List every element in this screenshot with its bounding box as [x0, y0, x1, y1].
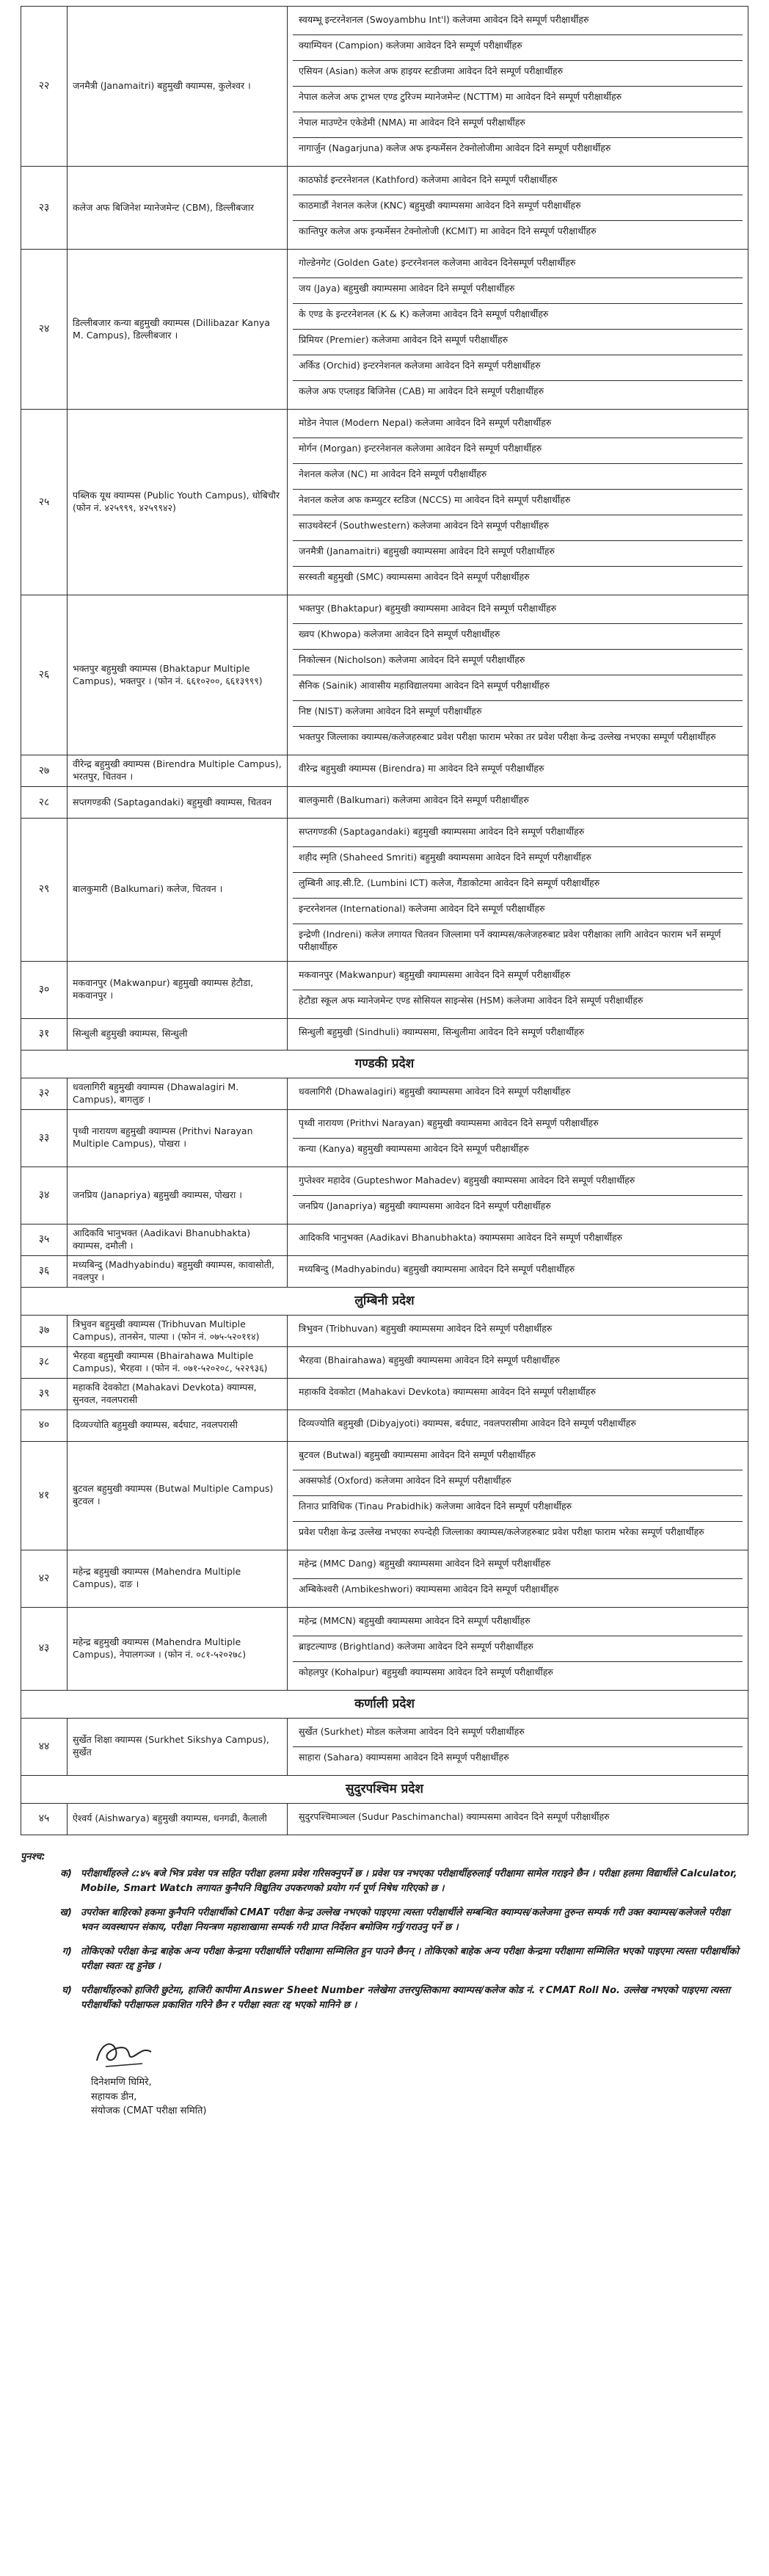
table-row — [21, 1550, 748, 1607]
serial-number: ३५ — [21, 1224, 68, 1255]
applicant-group: सुदुरपश्चिमाञ्चल (Sudur Paschimanchal) क्याम्पसमा आवेदन दिने सम्पूर्ण परीक्षार्थीहरु — [299, 1810, 610, 1822]
applicant-group: वीरेन्द्र बहुमुखी क्याम्पस (Birendra) मा आवेदन दिने सम्पूर्ण परीक्षार्थीहरु — [299, 763, 544, 774]
exam-center-campus: सुर्खेत शिक्षा क्याम्पस (Surkhet Sikshya Campus), सुर्खेत — [68, 1718, 288, 1775]
table-row — [21, 1718, 748, 1775]
exam-center-campus: पब्लिक यूथ क्याम्पस (Public Youth Campus), धोबिचौर (फोन नं. ४२५९९९, ४२५९९४२) — [68, 410, 288, 595]
postscript-label: पुनश्च: — [21, 1851, 45, 1862]
applicant-group: बालकुमारी (Balkumari) कलेजमा आवेदन दिने सम्पूर्ण परीक्षार्थीहरु — [299, 794, 529, 805]
applicant-group: आदिकवि भानुभक्त (Aadikavi Bhanubhakta) क्याम्पसमा आवेदन दिने सम्पूर्ण परीक्षार्थीहरु — [299, 1231, 623, 1243]
signature-block — [91, 2034, 748, 2119]
serial-number: ३३ — [21, 1109, 68, 1167]
serial-number: ४० — [21, 1409, 68, 1441]
note-text: परीक्षार्थीहरुले ८:४५ बजे भित्र प्रवेश पत्र सहित परीक्षा हलमा प्रवेश गरिसक्नुपर्ने छ । प्रवेश पत्र नभएका परीक्षार्थीहरुलाई परीक्षामा सामेल गराइने छैन । परीक्षा हलमा विद्यार्थीले Calculator, Mobile, Smart Watch लगायत कुनैपनि विद्युतिय उपकरणको प्रयोग गर्न पूर्ण निषेध गरिएको छ । — [81, 1868, 737, 1894]
applicant-group: बुटवल (Butwal) बहुमुखी क्याम्पसमा आवेदन दिने सम्पूर्ण परीक्षार्थीहरु — [293, 1445, 743, 1470]
serial-number: ३८ — [21, 1346, 68, 1378]
serial-number: ३४ — [21, 1167, 68, 1224]
applicant-list — [288, 1224, 748, 1255]
serial-number: ३१ — [21, 1018, 68, 1050]
applicant-group: सप्तगण्डकी (Saptagandaki) बहुमुखी क्याम्पसमा आवेदन दिने सम्पूर्ण परीक्षार्थीहरु — [293, 821, 743, 847]
applicant-group: निकोल्सन (Nicholson) कलेजमा आवेदन दिने सम्पूर्ण परीक्षार्थीहरु — [293, 650, 743, 675]
applicant-group: अर्किड (Orchid) इन्टरनेशनल कलेजमा आवेदन दिने सम्पूर्ण परीक्षार्थीहरु — [293, 355, 743, 381]
serial-number: ३६ — [21, 1255, 68, 1287]
applicant-group: कन्या (Kanya) बहुमुखी क्याम्पसमा आवेदन दिने सम्पूर्ण परीक्षार्थीहरु — [299, 1142, 529, 1154]
applicant-group: सैनिक (Sainik) आवासीय महाविद्यालयमा आवेदन दिने सम्पूर्ण परीक्षार्थीहरु — [293, 675, 743, 701]
table-row — [21, 7, 748, 167]
serial-number: ३७ — [21, 1315, 68, 1346]
table-row — [21, 1255, 748, 1287]
applicant-group: कान्तिपुर कलेज अफ इन्फर्मेसन टेक्नोलोजी (KCMIT) मा आवेदन दिने सम्पूर्ण परीक्षार्थीहरु — [299, 225, 597, 236]
serial-number: ४४ — [21, 1718, 68, 1775]
note-marker: ग) — [62, 1946, 72, 1957]
applicant-list — [288, 1018, 748, 1050]
note-marker: क) — [60, 1868, 72, 1879]
applicant-group: महेन्द्र (MMC Dang) बहुमुखी क्याम्पसमा आवेदन दिने सम्पूर्ण परीक्षार्थीहरु — [293, 1553, 743, 1579]
exam-center-campus: धवलागिरी बहुमुखी क्याम्पस (Dhawalagiri M. Campus), बागलुङ । — [68, 1078, 288, 1109]
applicant-group: नेशनल कलेज अफ कम्प्युटर स्टडिज (NCCS) मा आवेदन दिने सम्पूर्ण परीक्षार्थीहरु — [293, 490, 743, 515]
applicant-group: के एण्ड के इन्टरनेशनल (K & K) कलेजमा आवेदन दिने सम्पूर्ण परीक्षार्थीहरु — [293, 304, 743, 330]
signatory-name: दिनेशमणि घिमिरे, — [91, 2077, 152, 2088]
table-row — [21, 595, 748, 755]
applicant-group: मध्यबिन्दु (Madhyabindu) बहुमुखी क्याम्पसमा आवेदन दिने सम्पूर्ण परीक्षार्थीहरु — [299, 1263, 575, 1274]
exam-center-campus: महाकवि देवकोटा (Mahakavi Devkota) क्याम्पस, सुनवल, नवलपरासी — [68, 1378, 288, 1409]
table-row — [21, 787, 748, 819]
applicant-list — [288, 1607, 748, 1690]
serial-number: ४३ — [21, 1607, 68, 1690]
applicant-group: ख्वप (Khwopa) कलेजमा आवेदन दिने सम्पूर्ण परीक्षार्थीहरु — [293, 624, 743, 650]
serial-number: ३० — [21, 961, 68, 1018]
exam-center-campus: बालकुमारी (Balkumari) कलेज, चितवन । — [68, 819, 288, 962]
table-row — [21, 755, 748, 787]
serial-number: २४ — [21, 250, 68, 410]
applicant-group: ब्राइटल्याण्ड (Brightland) कलेजमा आवेदन दिने सम्पूर्ण परीक्षार्थीहरु — [293, 1636, 743, 1662]
applicant-group: सुर्खेत (Surkhet) मोडल कलेजमा आवेदन दिने सम्पूर्ण परीक्षार्थीहरु — [293, 1721, 743, 1747]
table-row — [21, 1346, 748, 1378]
table-row — [21, 961, 748, 1018]
serial-number: २७ — [21, 755, 68, 787]
applicant-list — [288, 1441, 748, 1550]
applicant-list — [288, 1346, 748, 1378]
exam-center-campus: भक्तपुर बहुमुखी क्याम्पस (Bhaktapur Multiple Campus), भक्तपुर । (फोन नं. ६६१०२००, ६६१३९९९) — [68, 595, 288, 755]
applicant-group: हेटौडा स्कूल अफ म्यानेजमेन्ट एण्ड सोसियल साइन्सेस (HSM) कलेजमा आवेदन दिने सम्पूर्ण परीक्षार्थीहरु — [299, 994, 644, 1006]
applicant-group: गोल्डेनगेट (Golden Gate) इन्टरनेशनल कलेजमा आवेदन दिनेसम्पूर्ण परीक्षार्थीहरु — [293, 253, 743, 278]
exam-center-campus: दिव्यज्योति बहुमुखी क्याम्पस, बर्दघाट, नवलपरासी — [68, 1409, 288, 1441]
note-marker: ख) — [59, 1907, 72, 1918]
applicant-group: कलेज अफ एप्लाइड बिजिनेस (CAB) मा आवेदन दिने सम्पूर्ण परीक्षार्थीहरु — [299, 385, 544, 396]
applicant-list — [288, 1078, 748, 1109]
document-page — [21, 6, 748, 2119]
table-row — [21, 1018, 748, 1050]
applicant-group: पृथ्वी नारायण (Prithvi Narayan) बहुमुखी क्याम्पसमा आवेदन दिने सम्पूर्ण परीक्षार्थीहरु — [293, 1113, 743, 1139]
table-row — [21, 1803, 748, 1835]
exam-center-campus: बुटवल बहुमुखी क्याम्पस (Butwal Multiple Campus) बुटवल । — [68, 1441, 288, 1550]
note-item — [21, 1945, 748, 1973]
table-row — [21, 1409, 748, 1441]
serial-number: २२ — [21, 7, 68, 167]
note-marker: घ) — [62, 1985, 72, 1996]
applicant-list — [288, 1378, 748, 1409]
applicant-list — [288, 1109, 748, 1167]
table-row — [21, 1441, 748, 1550]
applicant-group: लुम्बिनी आइ.सी.टि. (Lumbini ICT) कलेज, गैंडाकोटमा आवेदन दिने सम्पूर्ण परीक्षार्थीहरु — [293, 873, 743, 899]
applicant-group: शहीद स्मृति (Shaheed Smriti) बहुमुखी क्याम्पसमा आवेदन दिने सम्पूर्ण परीक्षार्थीहरु — [293, 847, 743, 873]
table-row — [21, 1224, 748, 1255]
serial-number: ३२ — [21, 1078, 68, 1109]
applicant-group: इन्द्रेणी (Indreni) कलेज लगायत चितवन जिल्लामा पर्ने क्याम्पस/कलेजहरुबाट प्रवेश परीक्षाका लागि आवेदन फाराम भर्ने सम्पूर्ण परीक्षार्थीहरु — [299, 929, 721, 952]
applicant-group: त्रिभुवन (Tribhuvan) बहुमुखी क्याम्पसमा आवेदन दिने सम्पूर्ण परीक्षार्थीहरु — [299, 1322, 553, 1334]
applicant-group: दिव्यज्योति बहुमुखी (Dibyajyoti) क्याम्पस, बर्दघाट, नवलपरासीमा आवेदन दिने सम्पूर्ण परीक्षार्थीहरु — [299, 1417, 636, 1429]
applicant-group: काठफोर्ड इन्टरनेशनल (Kathford) कलेजमा आवेदन दिने सम्पूर्ण परीक्षार्थीहरु — [293, 170, 743, 195]
applicant-group: गुप्तेश्वर महादेव (Gupteshwor Mahadev) बहुमुखी क्याम्पसमा आवेदन दिने सम्पूर्ण परीक्षार्थीहरु — [293, 1170, 743, 1196]
applicant-group: कोहलपुर (Kohalpur) बहुमुखी क्याम्पसमा आवेदन दिने सम्पूर्ण परीक्षार्थीहरु — [299, 1666, 553, 1677]
signatory-committee: संयोजक (CMAT परीक्षा समिति) — [91, 2105, 207, 2116]
applicant-group: नेपाल माउण्टेन एकेडेमी (NMA) मा आवेदन दिने सम्पूर्ण परीक्षार्थीहरु — [293, 112, 743, 138]
applicant-group: जनप्रिय (Janapriya) बहुमुखी क्याम्पसमा आवेदन दिने सम्पूर्ण परीक्षार्थीहरु — [299, 1200, 551, 1211]
applicant-group: नेशनल कलेज (NC) मा आवेदन दिने सम्पूर्ण परीक्षार्थीहरु — [293, 464, 743, 490]
applicant-group: अक्सफोर्ड (Oxford) कलेजमा आवेदन दिने सम्पूर्ण परीक्षार्थीहरु — [293, 1470, 743, 1496]
exam-center-campus: जनप्रिय (Janapriya) बहुमुखी क्याम्पस, पोखरा । — [68, 1167, 288, 1224]
applicant-group: मोडेन नेपाल (Modern Nepal) कलेजमा आवेदन दिने सम्पूर्ण परीक्षार्थीहरु — [293, 413, 743, 438]
applicant-group: भक्तपुर जिल्लाका क्याम्पस/कलेजहरुबाट प्रवेश परीक्षा फाराम भरेका तर प्रवेश परीक्षा केन्द्र उल्लेख नभएका सम्पूर्ण परीक्षार्थीहरु — [299, 731, 716, 742]
applicant-list — [288, 755, 748, 787]
exam-center-campus: जनमैत्री (Janamaitri) बहुमुखी क्याम्पस, कुलेश्वर । — [68, 7, 288, 167]
serial-number: २८ — [21, 787, 68, 819]
table-row — [21, 1315, 748, 1346]
applicant-group: प्रवेश परीक्षा केन्द्र उल्लेख नभएका रुपन्देही जिल्लाका क्याम्पस/कलेजहरुबाट प्रवेश परीक्षा फाराम भरेका सम्पूर्ण परीक्षार्थीहरु — [299, 1525, 704, 1537]
table-row — [21, 1167, 748, 1224]
table-row — [21, 167, 748, 250]
applicant-list — [288, 410, 748, 595]
serial-number: ३९ — [21, 1378, 68, 1409]
applicant-group: काठमाडौं नेशनल कलेज (KNC) बहुमुखी क्याम्पसमा आवेदन दिने सम्पूर्ण परीक्षार्थीहरु — [293, 195, 743, 221]
applicant-group: धवलागिरी (Dhawalagiri) बहुमुखी क्याम्पसमा आवेदन दिने सम्पूर्ण परीक्षार्थीहरु — [299, 1085, 571, 1097]
applicant-group: स्वयम्भू इन्टरनेशनल (Swoyambhu Int'l) कलेजमा आवेदन दिने सम्पूर्ण परीक्षार्थीहरु — [293, 10, 743, 35]
applicant-list — [288, 1167, 748, 1224]
applicant-group: प्रिमियर (Premier) कलेजमा आवेदन दिने सम्पूर्ण परीक्षार्थीहरु — [293, 330, 743, 355]
applicant-group: जनमैत्री (Janamaitri) बहुमुखी क्याम्पसमा आवेदन दिने सम्पूर्ण परीक्षार्थीहरु — [293, 541, 743, 567]
note-text: उपरोक्त बाहिरको हकमा कुनैपनि परीक्षार्थीको CMAT परीक्षा केन्द्र उल्लेख नभएको पाइएमा त्यस्ता परीक्षार्थीले सम्बन्धित क्याम्पस/कलेजमा तुरुन्त सम्पर्क गरी उक्त क्याम्पस/कलेजले परीक्षा भवन व्यवस्थापन संकाय, परीक्षा नियन्त्रण महाशाखामा सम्पर्क गरी प्राप्त निर्देशन बमोजिम गर्नु/गराउनु पर्ने छ । — [81, 1907, 730, 1933]
exam-center-campus: आदिकवि भानुभक्त (Aadikavi Bhanubhakta) क्याम्पस, दमौली । — [68, 1224, 288, 1255]
serial-number: ४२ — [21, 1550, 68, 1607]
province-header-karnali: कर्णाली प्रदेश — [21, 1690, 748, 1718]
applicant-group: सिन्धुली बहुमुखी (Sindhuli) क्याम्पसमा, सिन्धुलीमा आवेदन दिने सम्पूर्ण परीक्षार्थीहरु — [299, 1026, 585, 1037]
note-item — [21, 1867, 748, 1895]
table-row — [21, 1607, 748, 1690]
exam-center-campus: सिन्धुली बहुमुखी क्याम्पस, सिन्धुली — [68, 1018, 288, 1050]
exam-center-campus: मध्यबिन्दु (Madhyabindu) बहुमुखी क्याम्पस, कावासोती, नवलपुर । — [68, 1255, 288, 1287]
exam-center-campus: कलेज अफ बिजिनेश म्यानेजमेन्ट (CBM), डिल्लीबजार — [68, 167, 288, 250]
table-row — [21, 1109, 748, 1167]
applicant-list — [288, 1550, 748, 1607]
exam-center-campus: डिल्लीबजार कन्या बहुमुखी क्याम्पस (Dillibazar Kanya M. Campus), डिल्लीबजार । — [68, 250, 288, 410]
table-row — [21, 410, 748, 595]
applicant-group: भक्तपुर (Bhaktapur) बहुमुखी क्याम्पसमा आवेदन दिने सम्पूर्ण परीक्षार्थीहरु — [293, 598, 743, 624]
applicant-list — [288, 167, 748, 250]
applicant-group: महेन्द्र (MMCN) बहुमुखी क्याम्पसमा आवेदन दिने सम्पूर्ण परीक्षार्थीहरु — [293, 1611, 743, 1636]
table-row — [21, 1378, 748, 1409]
serial-number: २३ — [21, 167, 68, 250]
serial-number: ४५ — [21, 1803, 68, 1835]
applicant-list — [288, 819, 748, 962]
exam-center-campus: ऐश्वर्य (Aishwarya) बहुमुखी क्याम्पस, धनगढी, कैलाली — [68, 1803, 288, 1835]
exam-center-campus: सप्तगण्डकी (Saptagandaki) बहुमुखी क्याम्पस, चितवन — [68, 787, 288, 819]
note-text: परीक्षार्थीहरुको हाजिरी छुटेमा, हाजिरी कापीमा Answer Sheet Number नलेखेमा उत्तरपुस्तिकामा क्याम्पस/कलेज कोड नं. र CMAT Roll No. उल्लेख नभएको पाइएमा त्यस्ता परीक्षार्थीको परीक्षाफल प्रकाशित गरिने छैन र परीक्षा स्वतः रद्द भएको मानिने छ । — [81, 1985, 731, 2011]
applicant-list — [288, 1315, 748, 1346]
applicant-list — [288, 1718, 748, 1775]
applicant-group: भैरहवा (Bhairahawa) बहुमुखी क्याम्पसमा आवेदन दिने सम्पूर्ण परीक्षार्थीहरु — [299, 1354, 561, 1365]
signatory-role: सहायक डीन, — [91, 2091, 137, 2102]
table-row — [21, 1078, 748, 1109]
applicant-list — [288, 1803, 748, 1835]
table-row — [21, 819, 748, 962]
note-item — [21, 1906, 748, 1934]
exam-center-campus: मकवानपुर (Makwanpur) बहुमुखी क्याम्पस हेटौडा, मकवानपुर । — [68, 961, 288, 1018]
applicant-list — [288, 250, 748, 410]
serial-number: २५ — [21, 410, 68, 595]
exam-center-campus: पृथ्वी नारायण बहुमुखी क्याम्पस (Prithvi Narayan Multiple Campus), पोखरा । — [68, 1109, 288, 1167]
applicant-group: अम्बिकेश्वरी (Ambikeshwori) क्याम्पसमा आवेदन दिने सम्पूर्ण परीक्षार्थीहरु — [299, 1583, 559, 1594]
applicant-group: महाकवि देवकोटा (Mahakavi Devkota) क्याम्पसमा आवेदन दिने सम्पूर्ण परीक्षार्थीहरु — [299, 1385, 597, 1397]
exam-center-table — [21, 6, 748, 1835]
note-item — [21, 1984, 748, 2012]
province-header-gandaki: गण्डकी प्रदेश — [21, 1050, 748, 1078]
exam-center-campus: त्रिभुवन बहुमुखी क्याम्पस (Tribhuvan Multiple Campus), तानसेन, पाल्पा । (फोन नं. ०७५-५२०११४) — [68, 1315, 288, 1346]
serial-number: २९ — [21, 819, 68, 962]
serial-number: २६ — [21, 595, 68, 755]
province-header-lumbini: लुम्बिनी प्रदेश — [21, 1287, 748, 1315]
applicant-group: एसियन (Asian) कलेज अफ हाइयर स्टडीजमा आवेदन दिने सम्पूर्ण परीक्षार्थीहरु — [293, 61, 743, 87]
exam-center-campus: भैरहवा बहुमुखी क्याम्पस (Bhairahawa Multiple Campus), भैरहवा । (फोन नं. ०७१-५२०२०८, ५२२९३६) — [68, 1346, 288, 1378]
applicant-list — [288, 787, 748, 819]
applicant-group: क्याम्पियन (Campion) कलेजमा आवेदन दिने सम्पूर्ण परीक्षार्थीहरु — [293, 35, 743, 61]
applicant-list — [288, 961, 748, 1018]
postscript-notes — [21, 1850, 748, 2013]
serial-number: ४१ — [21, 1441, 68, 1550]
applicant-group: साहारा (Sahara) क्याम्पसमा आवेदन दिने सम्पूर्ण परीक्षार्थीहरु — [299, 1751, 509, 1763]
applicant-group: जय (Jaya) बहुमुखी क्याम्पसमा आवेदन दिने सम्पूर्ण परीक्षार्थीहरु — [293, 278, 743, 304]
exam-center-campus: महेन्द्र बहुमुखी क्याम्पस (Mahendra Multiple Campus), दाङ । — [68, 1550, 288, 1607]
applicant-group: साउथवेस्टर्न (Southwestern) कलेजमा आवेदन दिने सम्पूर्ण परीक्षार्थीहरु — [293, 515, 743, 541]
table-row — [21, 250, 748, 410]
applicant-group: इन्टरनेशनल (International) कलेजमा आवेदन दिने सम्पूर्ण परीक्षार्थीहरु — [293, 899, 743, 924]
applicant-group: मकवानपुर (Makwanpur) बहुमुखी क्याम्पसमा आवेदन दिने सम्पूर्ण परीक्षार्थीहरु — [293, 965, 743, 990]
applicant-list — [288, 7, 748, 167]
note-text: तोकिएको परीक्षा केन्द्र बाहेक अन्य परीक्षा केन्द्रमा परीक्षार्थीले परीक्षामा सम्मिलित हुन पाउने छैनन् । तोकिएको बाहेक अन्य परीक्षा केन्द्रमा परीक्षामा सम्मिलित भएको पाइएमा त्यस्ता परीक्षार्थीको परीक्षा स्वतः रद्द हुनेछ । — [81, 1946, 739, 1972]
applicant-group: सरस्वती बहुमुखी (SMC) क्याम्पसमा आवेदन दिने सम्पूर्ण परीक्षार्थीहरु — [299, 571, 530, 582]
applicant-group: तिनाउ प्राविधिक (Tinau Prabidhik) कलेजमा आवेदन दिने सम्पूर्ण परीक्षार्थीहरु — [293, 1496, 743, 1522]
applicant-list — [288, 595, 748, 755]
applicant-group: निष्ट (NIST) कलेजमा आवेदन दिने सम्पूर्ण परीक्षार्थीहरु — [293, 701, 743, 727]
applicant-group: नेपाल कलेज अफ ट्राभल एण्ड टुरिज्म म्यानेजमेन्ट (NCTTM) मा आवेदन दिने सम्पूर्ण परीक्षार्थीहरु — [293, 87, 743, 112]
applicant-group: मोर्गन (Morgan) इन्टरनेशनल कलेजमा आवेदन दिने सम्पूर्ण परीक्षार्थीहरु — [293, 438, 743, 464]
province-header-sudurpashchim: सुदुरपश्चिम प्रदेश — [21, 1775, 748, 1803]
applicant-group: नागार्जुन (Nagarjuna) कलेज अफ इन्फर्मेसन टेक्नोलोजीमा आवेदन दिने सम्पूर्ण परीक्षार्थीहरु — [299, 142, 611, 153]
applicant-list — [288, 1409, 748, 1441]
handwritten-signature-icon — [91, 2034, 157, 2072]
exam-center-campus: वीरेन्द्र बहुमुखी क्याम्पस (Birendra Multiple Campus), भरतपुर, चितवन । — [68, 755, 288, 787]
exam-center-campus: महेन्द्र बहुमुखी क्याम्पस (Mahendra Multiple Campus), नेपालगञ्ज । (फोन नं. ०८१-५२०२७८) — [68, 1607, 288, 1690]
applicant-list — [288, 1255, 748, 1287]
